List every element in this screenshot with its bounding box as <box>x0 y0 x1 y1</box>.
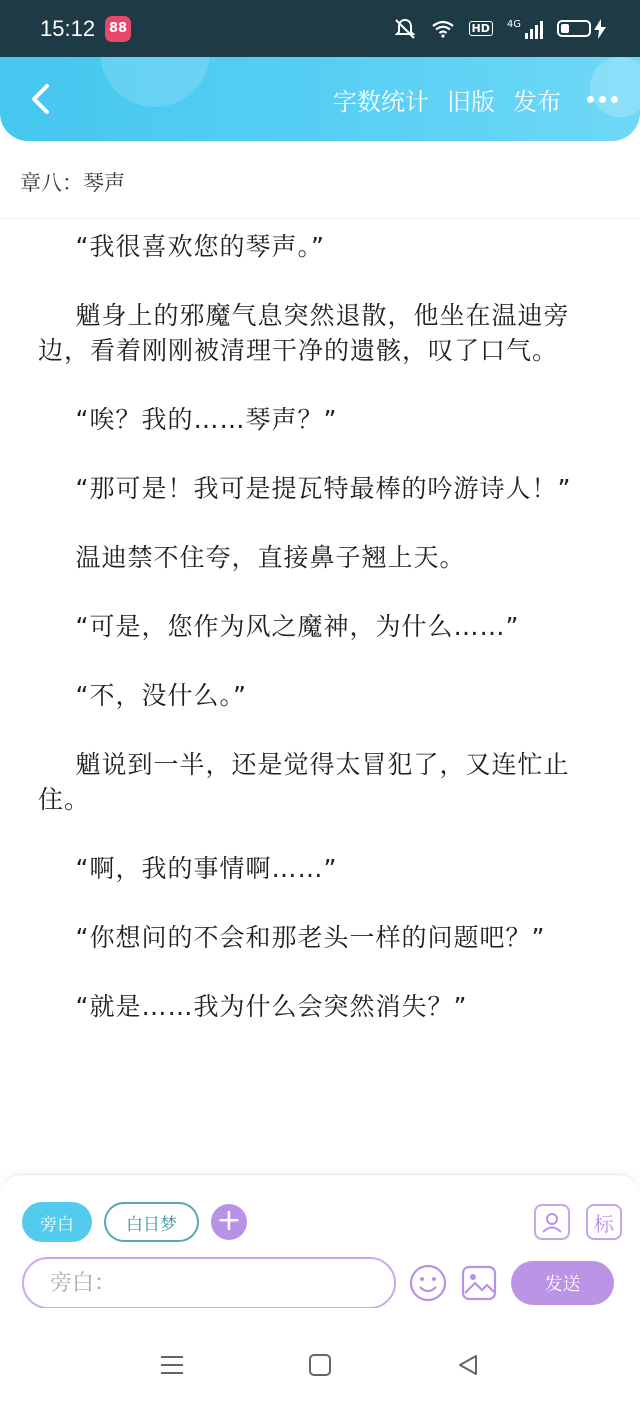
story-content[interactable] <box>0 219 640 1174</box>
story-paragraph: “不，没什么。” <box>75 681 247 710</box>
chapter-title[interactable]: 章八：琴声 <box>0 141 640 219</box>
signal-bar <box>535 25 538 39</box>
more-menu-button[interactable] <box>587 96 618 103</box>
composer-panel <box>0 1174 640 1308</box>
story-paragraph: “啊，我的事情啊……” <box>75 854 338 883</box>
triangle-back-icon <box>456 1353 480 1377</box>
emoji-button[interactable] <box>408 1263 448 1303</box>
notification-app-icon: 88 <box>105 16 131 42</box>
back-nav-button[interactable] <box>453 1350 483 1380</box>
smiley-icon <box>409 1264 447 1302</box>
story-paragraph: 温迪禁不住夸，直接鼻子翘上天。 <box>75 543 466 572</box>
signal-bar <box>525 33 528 39</box>
story-paragraph: “唉？我的……琴声？” <box>75 405 338 434</box>
story-paragraph: “你想问的不会和那老头一样的问题吧？” <box>75 923 546 952</box>
character-tag[interactable]: 白日梦 <box>104 1202 199 1242</box>
more-dot-icon <box>599 96 606 103</box>
word-count-button[interactable]: 字数统计 <box>333 87 429 116</box>
input-row <box>22 1257 614 1309</box>
network-type: 4G <box>506 18 521 30</box>
clock-time: 15:12 <box>40 15 96 41</box>
image-icon <box>461 1265 497 1301</box>
story-paragraph: 魈说到一半，还是觉得太冒犯了，又连忙止住。 <box>38 750 570 814</box>
wifi-icon <box>431 20 455 38</box>
add-role-button[interactable]: + <box>211 1204 247 1240</box>
app-bar <box>0 57 640 141</box>
publish-button[interactable]: 发布 <box>513 87 561 116</box>
image-button[interactable] <box>460 1263 500 1303</box>
square-home-icon <box>308 1353 332 1377</box>
mute-bell-icon <box>393 18 417 40</box>
system-nav-bar <box>0 1308 640 1422</box>
role-tag-row <box>22 1201 622 1243</box>
composer-tools <box>534 1204 622 1240</box>
message-input[interactable] <box>22 1257 396 1309</box>
battery-icon <box>557 20 591 37</box>
story-paragraph: “就是……我为什么会突然消失？” <box>75 992 468 1021</box>
app-bar-actions <box>333 82 618 117</box>
send-button[interactable]: 发送 <box>511 1261 614 1305</box>
battery-group <box>557 19 606 39</box>
story-paragraph: “那可是！我可是提瓦特最棒的吟游诗人！” <box>75 474 572 503</box>
character-icon-button[interactable] <box>534 1204 570 1240</box>
story-paragraph: “我很喜欢您的琴声。” <box>75 232 325 261</box>
status-bar <box>0 0 640 57</box>
narration-tag[interactable]: 旁白 <box>22 1202 92 1242</box>
mark-button[interactable]: 标 <box>586 1204 622 1240</box>
signal-icon <box>507 19 543 39</box>
more-dot-icon <box>611 96 618 103</box>
menu-nav-button[interactable] <box>157 1350 187 1380</box>
status-icons <box>393 18 606 40</box>
signal-bar <box>540 21 543 39</box>
decorative-bubble <box>100 57 210 107</box>
chevron-left-icon <box>29 83 51 115</box>
signal-bar <box>530 29 533 39</box>
hd-badge: HD <box>469 21 493 36</box>
story-paragraph: “可是，您作为风之魔神，为什么……” <box>75 612 520 641</box>
charging-bolt-icon <box>594 19 606 39</box>
back-button[interactable] <box>22 79 58 119</box>
more-dot-icon <box>587 96 594 103</box>
menu-icon <box>159 1354 185 1376</box>
person-icon <box>541 1211 563 1233</box>
story-paragraph: 魈身上的邪魔气息突然退散，他坐在温迪旁边，看着刚刚被清理干净的遗骸，叹了口气。 <box>38 301 570 365</box>
old-version-button[interactable]: 旧版 <box>447 87 495 116</box>
home-nav-button[interactable] <box>305 1350 335 1380</box>
